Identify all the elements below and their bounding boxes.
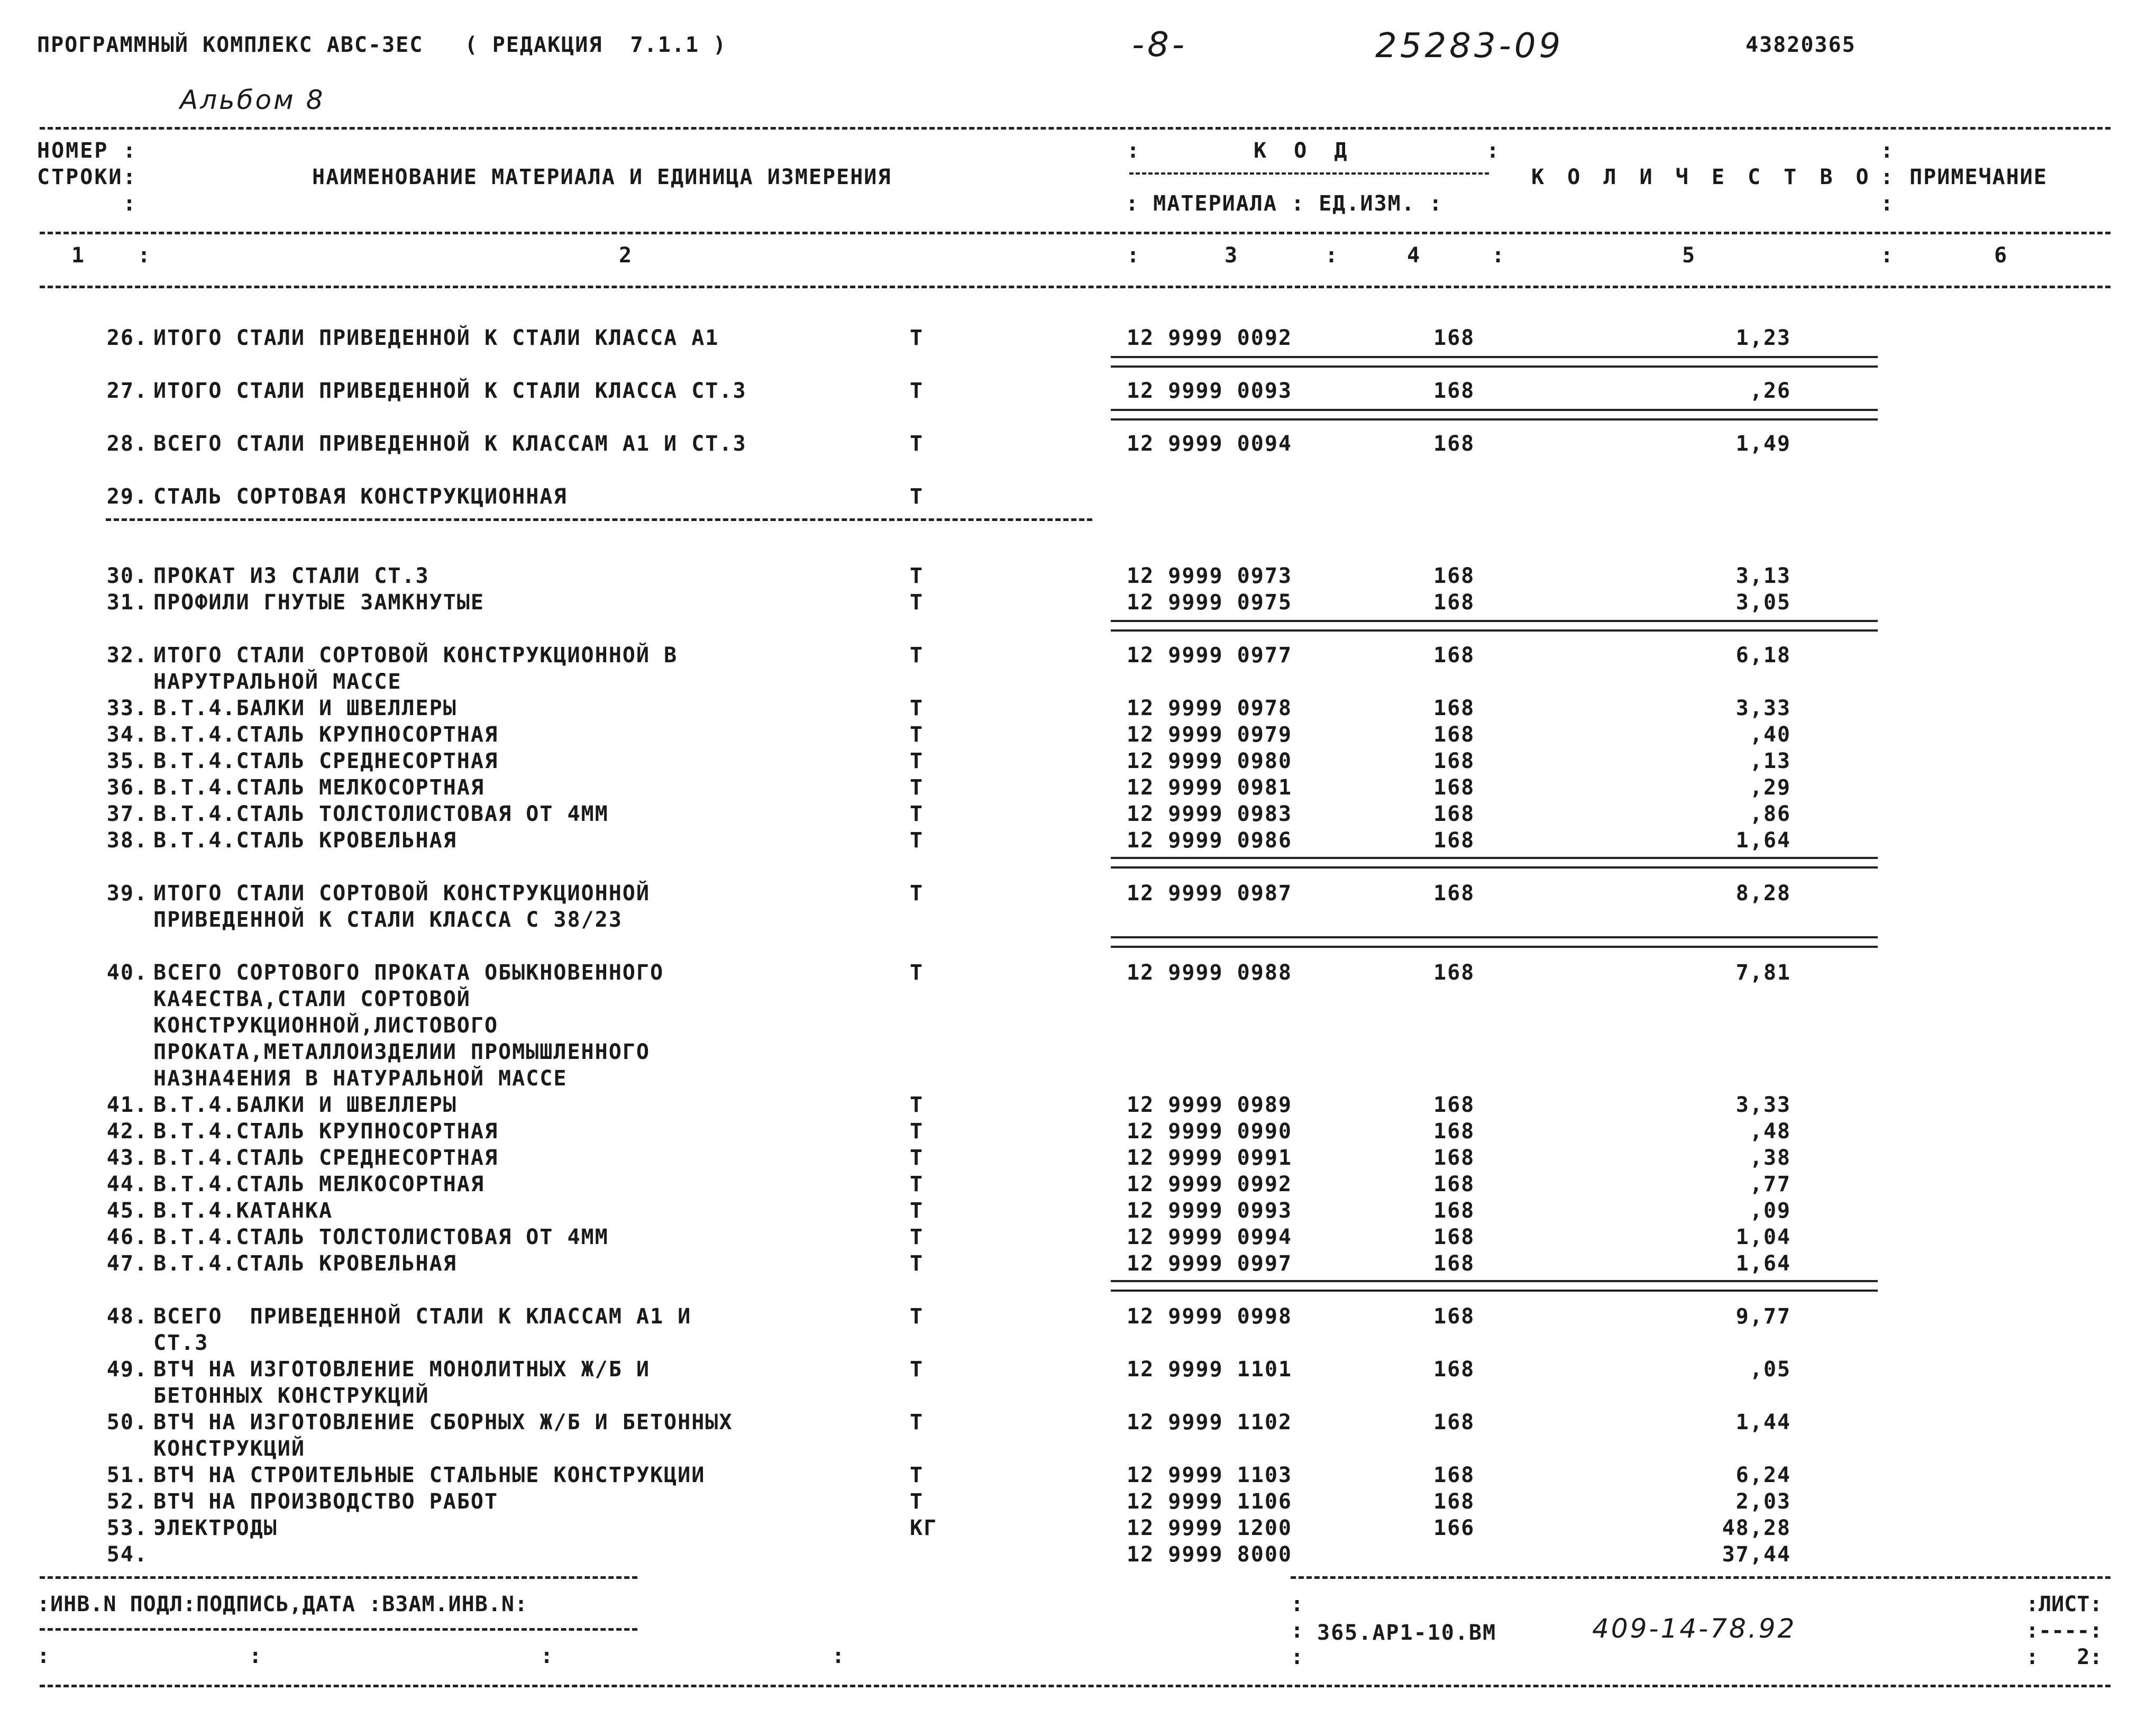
col-num-line3: :	[37, 191, 138, 216]
col-code-header: К О Д	[1254, 139, 1355, 163]
section-rule	[106, 518, 1092, 521]
col-note-header: ПРИМЕЧАНИЕ	[1910, 165, 2048, 189]
divider: :	[1880, 191, 1894, 216]
unit-code: 168	[1433, 1119, 1475, 1144]
material-name: ВТЧ НА ИЗГОТОВЛЕНИЕ МОНОЛИТНЫХ Ж/Б И	[153, 1357, 650, 1382]
col-qty-header: К О Л И Ч Е С Т В О	[1531, 165, 1874, 189]
material-code: 12 9999 0973	[1127, 564, 1292, 588]
table-row	[0, 749, 2156, 775]
table-row	[0, 590, 2156, 617]
unit-of-measure: Т	[910, 961, 924, 985]
unit-code: 168	[1433, 749, 1475, 773]
row-number: 53.	[106, 1516, 148, 1540]
unit-code: 168	[1433, 643, 1475, 668]
row-number: 28.	[106, 432, 148, 456]
material-name-continuation: ПРОКАТА,МЕТАЛЛОИЗДЕЛИИ ПРОМЫШЛЕННОГО	[153, 1040, 650, 1064]
material-name: ВСЕГО СТАЛИ ПРИВЕДЕННОЙ К КЛАССАМ А1 И СТ.3	[153, 432, 747, 456]
material-name: В.Т.4.СТАЛЬ МЕЛКОСОРТНАЯ	[153, 1172, 485, 1196]
col-index-6: 6	[1994, 243, 2009, 268]
doc-id: 43820365	[1746, 33, 1856, 57]
unit-of-measure: Т	[910, 696, 924, 720]
unit-of-measure: Т	[910, 1172, 924, 1196]
table-row	[0, 326, 2156, 352]
album-label: Альбом 8	[180, 85, 325, 115]
unit-code: 168	[1433, 1251, 1475, 1276]
material-name: В.Т.4.БАЛКИ И ШВЕЛЛЕРЫ	[153, 696, 457, 720]
row-number: 36.	[106, 775, 148, 800]
quantity: 8,28	[1735, 881, 1791, 906]
col-index-1: 1	[71, 243, 86, 268]
material-name-continuation: НАЗНА4ЕНИЯ В НАТУРАЛЬНОЙ МАССЕ	[153, 1066, 568, 1091]
double-rule	[1111, 1280, 1878, 1292]
quantity: 1,64	[1735, 828, 1791, 853]
col-name-header: НАИМЕНОВАНИЕ МАТЕРИАЛА И ЕДИНИЦА ИЗМЕРЕНИЯ	[312, 165, 892, 189]
divider: :	[1492, 243, 1505, 268]
quantity: 3,33	[1735, 1093, 1791, 1117]
material-name-continuation: НАРУТРАЛЬНОЙ МАССЕ	[153, 670, 402, 694]
material-code: 12 9999 0986	[1127, 828, 1292, 853]
row-number: 46.	[106, 1225, 148, 1249]
quantity: ,86	[1749, 802, 1791, 826]
row-number: 33.	[106, 696, 148, 720]
divider: :	[138, 243, 151, 268]
quantity: 1,44	[1735, 1410, 1791, 1434]
material-code: 12 9999 1102	[1127, 1410, 1292, 1434]
row-number: 29.	[106, 485, 148, 509]
unit-of-measure: Т	[910, 1410, 924, 1434]
row-number: 52.	[106, 1489, 148, 1514]
material-name: ИТОГО СТАЛИ ПРИВЕДЕННОЙ К СТАЛИ КЛАССА А1	[153, 326, 719, 350]
material-name: ЭЛЕКТРОДЫ	[153, 1516, 278, 1540]
material-name: ВСЕГО СОРТОВОГО ПРОКАТА ОБЫКНОВЕННОГО	[153, 961, 664, 985]
table-row	[0, 1146, 2156, 1172]
row-number: 45.	[106, 1199, 148, 1223]
material-name-continuation: КА4ЕСТВА,СТАЛИ СОРТОВОЙ	[153, 987, 471, 1011]
double-rule	[1111, 356, 1878, 368]
titleblock-top-rule	[1291, 1576, 2111, 1579]
row-number: 35.	[106, 749, 148, 773]
unit-of-measure: Т	[910, 1146, 924, 1170]
table-row	[0, 961, 2156, 987]
material-code: 12 9999 0094	[1127, 432, 1292, 456]
unit-of-measure: Т	[910, 485, 924, 509]
material-name: ВТЧ НА СТРОИТЕЛЬНЫЕ СТАЛЬНЫЕ КОНСТРУКЦИИ	[153, 1463, 706, 1487]
unit-of-measure: Т	[910, 1489, 924, 1514]
sheet-number: : 2:	[2026, 1645, 2103, 1669]
unit-code: 168	[1433, 379, 1475, 403]
material-code: 12 9999 0978	[1127, 696, 1292, 720]
quantity: 1,23	[1735, 326, 1791, 350]
quantity: ,05	[1749, 1357, 1791, 1382]
table-row	[0, 1542, 2156, 1569]
row-number: 49.	[106, 1357, 148, 1382]
unit-of-measure: Т	[910, 564, 924, 588]
material-code: 12 9999 0990	[1127, 1119, 1292, 1144]
material-code: 12 9999 0092	[1127, 326, 1292, 350]
unit-of-measure: Т	[910, 828, 924, 853]
table-row	[0, 775, 2156, 802]
unit-code: 168	[1433, 1489, 1475, 1514]
row-number: 27.	[106, 379, 148, 403]
material-code: 12 9999 0987	[1127, 881, 1292, 906]
unit-code: 168	[1433, 696, 1475, 720]
row-number: 41.	[106, 1093, 148, 1117]
row-number: 42.	[106, 1119, 148, 1144]
material-name: В.Т.4.БАЛКИ И ШВЕЛЛЕРЫ	[153, 1093, 457, 1117]
material-code: 12 9999 0981	[1127, 775, 1292, 800]
material-code: 12 9999 1103	[1127, 1463, 1292, 1487]
material-name: В.Т.4.СТАЛЬ СРЕДНЕСОРТНАЯ	[153, 749, 499, 773]
unit-code: 168	[1433, 1146, 1475, 1170]
material-name-continuation: КОНСТРУКЦИЙ	[153, 1437, 305, 1461]
unit-code: 168	[1433, 564, 1475, 588]
quantity: ,77	[1749, 1172, 1791, 1196]
row-number: 47.	[106, 1251, 148, 1276]
unit-code: 168	[1433, 590, 1475, 615]
row-number: 32.	[106, 643, 148, 668]
unit-code: 168	[1433, 326, 1475, 350]
stamp-mid-rule	[40, 1628, 637, 1631]
quantity: 1,04	[1735, 1225, 1791, 1249]
unit-code: 168	[1433, 775, 1475, 800]
material-name: ИТОГО СТАЛИ ПРИВЕДЕННОЙ К СТАЛИ КЛАССА СТ.3	[153, 379, 747, 403]
material-code: 12 9999 0979	[1127, 723, 1292, 747]
unit-of-measure: Т	[910, 379, 924, 403]
unit-code: 168	[1433, 802, 1475, 826]
table-row	[0, 723, 2156, 749]
material-code: 12 9999 0989	[1127, 1093, 1292, 1117]
row-number: 31.	[106, 590, 148, 615]
unit-of-measure: Т	[910, 326, 924, 350]
col-index-3: 3	[1225, 243, 1239, 268]
unit-code: 168	[1433, 1357, 1475, 1382]
material-name: ВТЧ НА ПРОИЗВОДСТВО РАБОТ	[153, 1489, 499, 1514]
divider: :	[1880, 165, 1894, 189]
quantity: 7,81	[1735, 961, 1791, 985]
quantity: 3,05	[1735, 590, 1791, 615]
row-number: 48.	[106, 1304, 148, 1329]
row-number: 44.	[106, 1172, 148, 1196]
unit-code: 168	[1433, 881, 1475, 906]
material-name: ИТОГО СТАЛИ СОРТОВОЙ КОНСТРУКЦИОННОЙ В	[153, 643, 678, 668]
unit-of-measure: Т	[910, 802, 924, 826]
page-mark: -8-	[1132, 25, 1187, 65]
table-row	[0, 1489, 2156, 1516]
quantity: 37,44	[1722, 1542, 1791, 1567]
col-code-subheader: : МАТЕРИАЛА : ЕД.ИЗМ. :	[1126, 191, 1443, 216]
unit-of-measure: Т	[910, 643, 924, 668]
quantity: 3,13	[1735, 564, 1791, 588]
unit-of-measure: Т	[910, 749, 924, 773]
handwritten-reference: 409-14-78.92	[1592, 1613, 1797, 1644]
doc-reference: 365.АР1-10.ВМ	[1317, 1621, 1497, 1645]
material-name: В.Т.4.СТАЛЬ СРЕДНЕСОРТНАЯ	[153, 1146, 499, 1170]
unit-of-measure: Т	[910, 1119, 924, 1144]
unit-code: 168	[1433, 723, 1475, 747]
material-code: 12 9999 0992	[1127, 1172, 1292, 1196]
quantity: ,09	[1749, 1199, 1791, 1223]
sheet-separator: :----:	[2026, 1619, 2103, 1643]
stamp-labels: :ИНВ.N ПОДЛ:ПОДПИСЬ,ДАТА :ВЗАМ.ИНВ.N:	[37, 1592, 528, 1616]
double-rule	[1111, 857, 1878, 869]
unit-code: 168	[1433, 1172, 1475, 1196]
unit-code: 168	[1433, 1304, 1475, 1329]
material-code: 12 9999 0997	[1127, 1251, 1292, 1276]
table-row	[0, 881, 2156, 908]
material-name-continuation: ПРИВЕДЕННОЙ К СТАЛИ КЛАССА С 38/23	[153, 908, 623, 932]
quantity: ,26	[1749, 379, 1791, 403]
material-name: В.Т.4.СТАЛЬ КРОВЕЛЬНАЯ	[153, 1251, 457, 1276]
material-code: 12 9999 0998	[1127, 1304, 1292, 1329]
quantity: ,40	[1749, 723, 1791, 747]
material-code: 12 9999 1101	[1127, 1357, 1292, 1382]
divider: :	[1127, 243, 1140, 268]
unit-of-measure: Т	[910, 1463, 924, 1487]
unit-code: 168	[1433, 1093, 1475, 1117]
row-number: 51.	[106, 1463, 148, 1487]
row-number: 37.	[106, 802, 148, 826]
table-row	[0, 1172, 2156, 1199]
material-code: 12 9999 0993	[1127, 1199, 1292, 1223]
unit-code: 168	[1433, 1410, 1475, 1434]
material-name-continuation: СТ.3	[153, 1331, 209, 1355]
divider: :	[1291, 1619, 1304, 1643]
unit-of-measure: Т	[910, 1199, 924, 1223]
unit-of-measure: Т	[910, 723, 924, 747]
table-row	[0, 379, 2156, 405]
material-name: В.Т.4.СТАЛЬ КРУПНОСОРТНАЯ	[153, 723, 499, 747]
material-name: В.Т.4.СТАЛЬ КРОВЕЛЬНАЯ	[153, 828, 457, 853]
page-bottom-rule	[40, 1685, 2111, 1687]
material-code: 12 9999 1200	[1127, 1516, 1292, 1540]
row-number: 40.	[106, 961, 148, 985]
col-index-5: 5	[1682, 243, 1697, 268]
col-index-2: 2	[619, 243, 634, 268]
stamp-top-rule	[40, 1576, 637, 1579]
header-mid-rule	[40, 232, 2111, 234]
quantity: ,38	[1749, 1146, 1791, 1170]
program-title: ПРОГРАММНЫЙ КОМПЛЕКС АВС-ЗЕС ( РЕДАКЦИЯ 7.1.1 )	[37, 33, 727, 57]
divider: :	[1291, 1645, 1304, 1669]
table-row	[0, 432, 2156, 458]
material-name: СТАЛЬ СОРТОВАЯ КОНСТРУКЦИОННАЯ	[153, 485, 568, 509]
quantity: 6,24	[1735, 1463, 1791, 1487]
material-code: 12 9999 0093	[1127, 379, 1292, 403]
material-name: ВСЕГО ПРИВЕДЕННОЙ СТАЛИ К КЛАССАМ А1 И	[153, 1304, 692, 1329]
material-name: ВТЧ НА ИЗГОТОВЛЕНИЕ СБОРНЫХ Ж/Б И БЕТОННЫХ	[153, 1410, 733, 1434]
col-num-line1: НОМЕР :	[37, 139, 138, 163]
table-row	[0, 696, 2156, 723]
row-number: 54.	[106, 1542, 148, 1567]
unit-code: 168	[1433, 961, 1475, 985]
material-name: В.Т.4.СТАЛЬ ТОЛСТОЛИСТОВАЯ ОТ 4ММ	[153, 802, 609, 826]
sheet-label: :ЛИСТ:	[2026, 1592, 2103, 1616]
table-row	[0, 1119, 2156, 1146]
material-name: В.Т.4.СТАЛЬ ТОЛСТОЛИСТОВАЯ ОТ 4ММ	[153, 1225, 609, 1249]
unit-code: 168	[1433, 828, 1475, 853]
row-number: 34.	[106, 723, 148, 747]
double-rule	[1111, 620, 1878, 632]
table-row	[0, 1357, 2156, 1384]
table-row	[0, 1304, 2156, 1331]
divider: :	[1880, 243, 1894, 268]
material-code: 12 9999 0991	[1127, 1146, 1292, 1170]
row-number: 39.	[106, 881, 148, 906]
unit-of-measure: Т	[910, 1093, 924, 1117]
table-row	[0, 1225, 2156, 1251]
divider: :	[1880, 139, 1894, 163]
table-row	[0, 1516, 2156, 1542]
material-name: ИТОГО СТАЛИ СОРТОВОЙ КОНСТРУКЦИОННОЙ	[153, 881, 650, 906]
row-number: 38.	[106, 828, 148, 853]
divider: :	[1486, 139, 1500, 163]
quantity: ,13	[1749, 749, 1791, 773]
col-index-4: 4	[1407, 243, 1422, 268]
divider: :	[1127, 139, 1140, 163]
table-row	[0, 1093, 2156, 1119]
unit-of-measure: Т	[910, 775, 924, 800]
material-name-continuation: КОНСТРУКЦИОННОЙ,ЛИСТОВОГО	[153, 1013, 499, 1038]
double-rule	[1111, 936, 1878, 948]
unit-of-measure: Т	[910, 432, 924, 456]
material-code: 12 9999 0980	[1127, 749, 1292, 773]
row-number: 50.	[106, 1410, 148, 1434]
quantity: 2,03	[1735, 1489, 1791, 1514]
material-name: ПРОКАТ ИЗ СТАЛИ СТ.3	[153, 564, 430, 588]
divider: :	[1291, 1592, 1304, 1616]
stamp-cells: : : : :	[37, 1644, 858, 1668]
material-name: В.Т.4.СТАЛЬ МЕЛКОСОРТНАЯ	[153, 775, 485, 800]
table-row	[0, 485, 2156, 511]
doc-code: 25283-09	[1375, 26, 1564, 66]
material-code: 12 9999 0988	[1127, 961, 1292, 985]
unit-code: 168	[1433, 1199, 1475, 1223]
material-code: 12 9999 1106	[1127, 1489, 1292, 1514]
material-code: 12 9999 8000	[1127, 1542, 1292, 1567]
table-row	[0, 1463, 2156, 1489]
material-code: 12 9999 0977	[1127, 643, 1292, 668]
header-top-rule	[40, 127, 2111, 130]
unit-of-measure: Т	[910, 590, 924, 615]
quantity: 9,77	[1735, 1304, 1791, 1329]
material-code: 12 9999 0975	[1127, 590, 1292, 615]
material-name: ПРОФИЛИ ГНУТЫЕ ЗАМКНУТЫЕ	[153, 590, 485, 615]
row-number: 43.	[106, 1146, 148, 1170]
unit-of-measure: Т	[910, 1251, 924, 1276]
unit-of-measure: Т	[910, 1304, 924, 1329]
unit-code: 166	[1433, 1516, 1475, 1540]
unit-code: 168	[1433, 1225, 1475, 1249]
table-row	[0, 1199, 2156, 1225]
material-name: В.Т.4.СТАЛЬ КРУПНОСОРТНАЯ	[153, 1119, 499, 1144]
unit-of-measure: Т	[910, 1357, 924, 1382]
table-row	[0, 802, 2156, 828]
code-sub-rule	[1129, 172, 1489, 175]
table-row	[0, 643, 2156, 670]
quantity: 48,28	[1722, 1516, 1791, 1540]
quantity: 1,64	[1735, 1251, 1791, 1276]
row-number: 30.	[106, 564, 148, 588]
unit-of-measure: Т	[910, 1225, 924, 1249]
quantity: ,48	[1749, 1119, 1791, 1144]
unit-code: 168	[1433, 432, 1475, 456]
table-row	[0, 1251, 2156, 1278]
unit-of-measure: Т	[910, 881, 924, 906]
double-rule	[1111, 409, 1878, 421]
col-num-line2: СТРОКИ:	[37, 165, 138, 189]
quantity: 3,33	[1735, 696, 1791, 720]
divider: :	[1325, 243, 1338, 268]
table-row	[0, 564, 2156, 590]
quantity: 6,18	[1735, 643, 1791, 668]
row-number: 26.	[106, 326, 148, 350]
material-code: 12 9999 0994	[1127, 1225, 1292, 1249]
table-row	[0, 828, 2156, 855]
header-bottom-rule	[40, 286, 2111, 288]
unit-of-measure: КГ	[910, 1516, 938, 1540]
unit-code: 168	[1433, 1463, 1475, 1487]
quantity: 1,49	[1735, 432, 1791, 456]
material-name: В.Т.4.КАТАНКА	[153, 1199, 333, 1223]
quantity: ,29	[1749, 775, 1791, 800]
material-code: 12 9999 0983	[1127, 802, 1292, 826]
table-row	[0, 1410, 2156, 1437]
material-name-continuation: БЕТОННЫХ КОНСТРУКЦИЙ	[153, 1384, 430, 1408]
